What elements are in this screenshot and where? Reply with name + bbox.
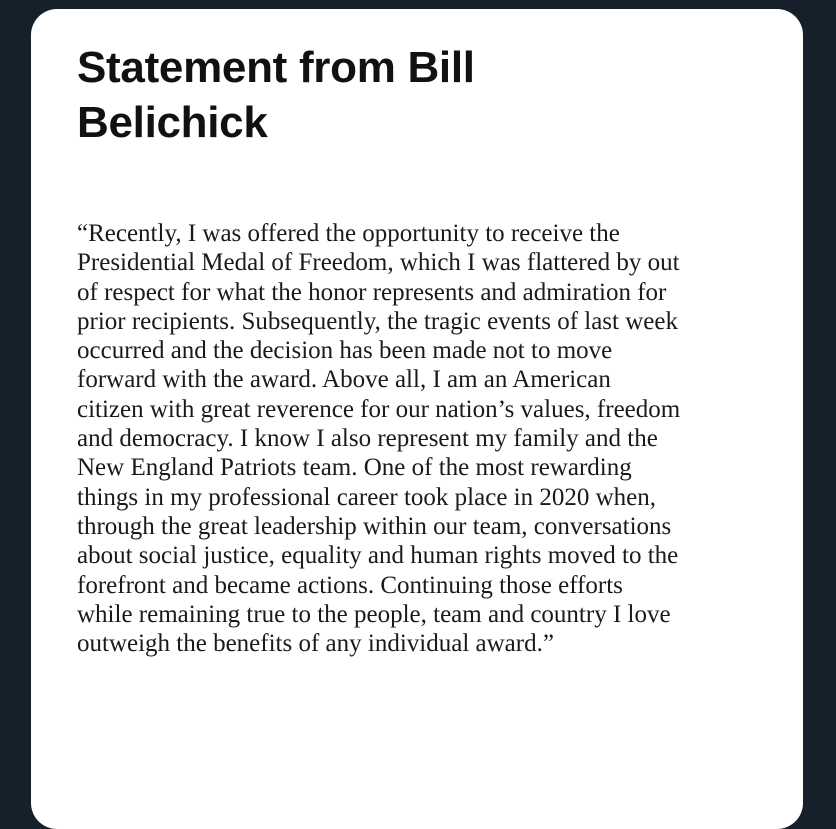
body-line: occurred and the decision has been made not to move xyxy=(77,337,613,365)
body-line: of respect for what the honor represents and admiration for xyxy=(77,278,667,306)
body-line: New England Patriots team. One of the most rewarding xyxy=(77,454,632,482)
body-line: outweigh the benefits of any individual award.” xyxy=(77,630,554,658)
body-line: prior recipients. Subsequently, the tragic events of last week xyxy=(77,307,678,335)
title-line: Belichick xyxy=(77,98,268,147)
body-line: citizen with great reverence for our nation’s values, freedom xyxy=(77,395,681,423)
body-line: forward with the award. Above all, I am an American xyxy=(77,366,611,394)
body-line: while remaining true to the people, team and country I love xyxy=(77,600,671,628)
body-line: and democracy. I know I also represent my family and the xyxy=(77,425,658,453)
statement-card xyxy=(31,9,803,829)
body-line: about social justice, equality and human rights moved to the xyxy=(77,542,679,570)
statement-title xyxy=(77,40,637,150)
title-line: Statement from Bill xyxy=(77,43,475,92)
body-line: Presidential Medal of Freedom, which I was flattered by out xyxy=(77,249,680,277)
body-line: forefront and became actions. Continuing those efforts xyxy=(77,571,623,599)
body-line: things in my professional career took place in 2020 when, xyxy=(77,483,657,511)
body-line: “Recently, I was offered the opportunity to receive the xyxy=(77,220,620,247)
body-line: through the great leadership within our team, conversations xyxy=(77,512,672,540)
statement-body xyxy=(77,219,777,658)
